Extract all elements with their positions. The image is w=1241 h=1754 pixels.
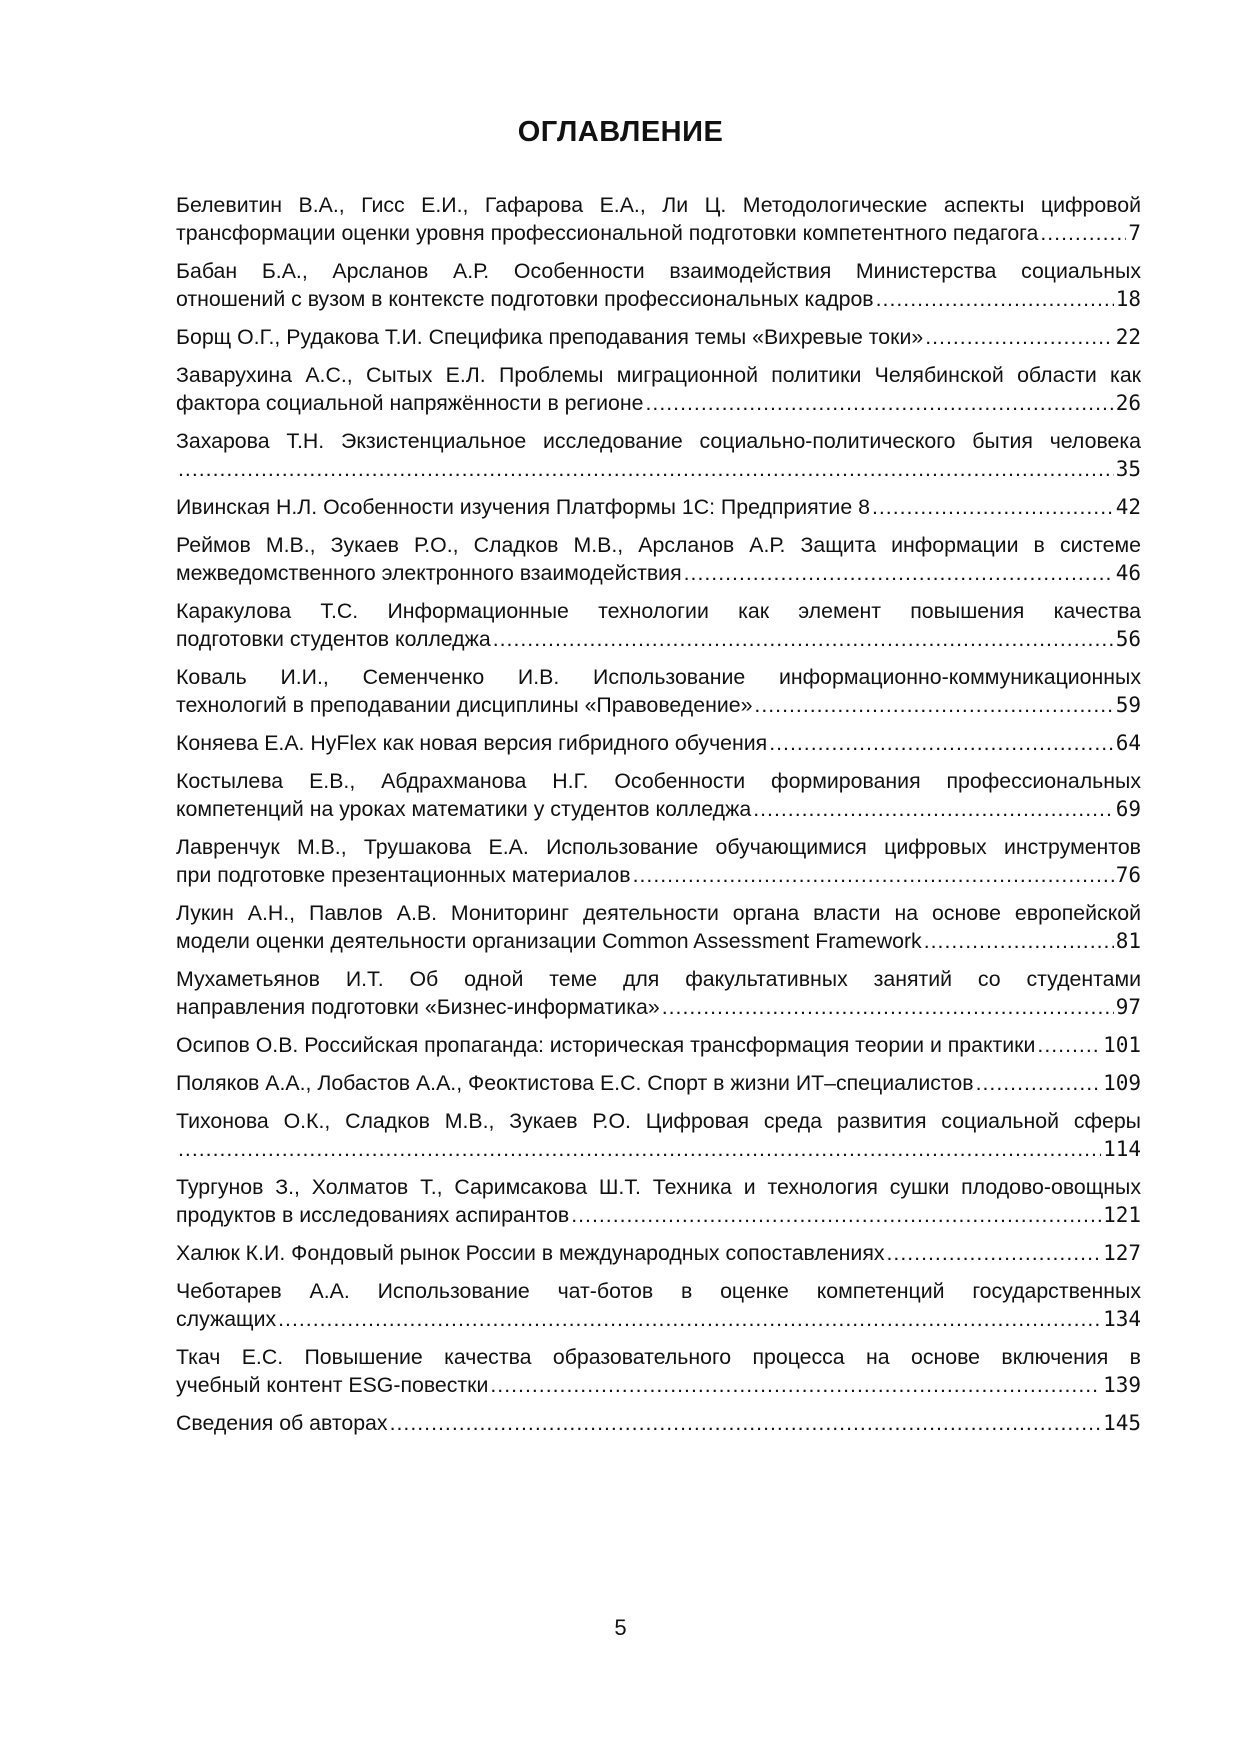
toc-entry[interactable]	[176, 767, 1141, 823]
toc-entry-last-line	[176, 729, 1141, 757]
toc-entry-last-line	[176, 493, 1141, 521]
toc-entry-text-end: компетенций на уроках математики у студентов колледжа	[176, 797, 752, 821]
toc-entry-last-line	[176, 795, 1141, 823]
toc-entry-text-end: служащих	[176, 1307, 277, 1331]
toc-page-number: 18	[1115, 287, 1141, 311]
toc-entry[interactable]	[176, 493, 1141, 521]
dot-leader	[178, 455, 1114, 483]
toc-entry[interactable]	[176, 257, 1141, 313]
toc-entry-last-line	[176, 1031, 1141, 1059]
page-number: 5	[614, 1615, 627, 1640]
toc-entry[interactable]	[176, 1031, 1141, 1059]
dot-leader	[925, 323, 1114, 351]
toc-entry-text-end: Сведения об авторах	[176, 1411, 388, 1435]
toc-entry-last-line	[176, 1201, 1141, 1229]
toc-entry-text-end: отношений с вузом в контексте подготовки профессиональных кадров	[176, 287, 874, 311]
toc-entry-last-line	[176, 927, 1141, 955]
toc-entry[interactable]	[176, 663, 1141, 719]
toc-page-number: 114	[1103, 1137, 1141, 1161]
toc-page-number: 46	[1115, 561, 1141, 585]
toc-page-number: 26	[1115, 391, 1141, 415]
toc-entry-last-line	[176, 1305, 1141, 1333]
toc-entry-text-end: фактора социальной напряжённости в регионе	[176, 391, 644, 415]
toc-entry-text: Костылева Е.В., Абдрахманова Н.Г. Особенности формирования профессиональных	[176, 769, 1141, 793]
dot-leader	[571, 1201, 1101, 1229]
toc-entry-text-end: технологий в преподавании дисциплины «Правоведение»	[176, 693, 753, 717]
dot-leader	[278, 1305, 1101, 1333]
dot-leader	[645, 389, 1113, 417]
dot-leader	[633, 861, 1114, 889]
table-of-contents	[176, 191, 1141, 1437]
toc-page-number: 145	[1103, 1411, 1141, 1435]
toc-entry-text: Бабан Б.А., Арсланов А.Р. Особенности взаимодействия Министерства социальных	[176, 259, 1141, 283]
toc-entry-text-end: при подготовке презентационных материалов	[176, 863, 631, 887]
toc-entry-last-line	[176, 455, 1141, 483]
dot-leader	[976, 1069, 1101, 1097]
toc-entry-text-end: межведомственного электронного взаимодействия	[176, 561, 682, 585]
toc-entry[interactable]	[176, 1107, 1141, 1163]
dot-leader	[1040, 219, 1126, 247]
toc-entry[interactable]	[176, 1277, 1141, 1333]
toc-entry-text-end: Борщ О.Г., Рудакова Т.И. Специфика преподавания темы «Вихревые токи»	[176, 325, 924, 349]
toc-entry-last-line	[176, 285, 1141, 313]
toc-page-number: 101	[1103, 1033, 1141, 1057]
toc-entry-last-line	[176, 219, 1141, 247]
dot-leader	[769, 729, 1113, 757]
toc-entry-text-end: Коняева Е.А. HyFlex как новая версия гибридного обучения	[176, 731, 768, 755]
toc-page-number: 121	[1103, 1203, 1141, 1227]
toc-page-number: 76	[1115, 863, 1141, 887]
dot-leader	[490, 1371, 1101, 1399]
dot-leader	[178, 1135, 1101, 1163]
toc-entry-text-end: направления подготовки «Бизнес-информатика»	[176, 995, 660, 1019]
toc-entry-last-line	[176, 1069, 1141, 1097]
toc-entry-text: Тургунов З., Холматов Т., Саримсакова Ш.Т. Техника и технология сушки плодово-овощных	[176, 1175, 1141, 1199]
toc-entry-text-end: трансформации оценки уровня профессиональной подготовки компетентного педагога	[176, 221, 1039, 245]
toc-entry-text-end: продуктов в исследованиях аспирантов	[176, 1203, 570, 1227]
toc-entry[interactable]	[176, 191, 1141, 247]
toc-entry-last-line	[176, 389, 1141, 417]
toc-entry-last-line	[176, 1371, 1141, 1399]
toc-page-number: 59	[1115, 693, 1141, 717]
toc-entry-last-line	[176, 1239, 1141, 1267]
toc-entry-text: Реймов М.В., Зукаев Р.О., Сладков М.В., Арсланов А.Р. Защита информации в системе	[176, 533, 1141, 557]
toc-entry-last-line	[176, 323, 1141, 351]
toc-page-number: 109	[1103, 1071, 1141, 1095]
toc-page-number: 35	[1115, 457, 1141, 481]
toc-page-number: 139	[1103, 1373, 1141, 1397]
toc-entry[interactable]	[176, 427, 1141, 483]
dot-leader	[493, 625, 1114, 653]
toc-entry-text-end: подготовки студентов колледжа	[176, 627, 491, 651]
toc-entry-text: Каракулова Т.С. Информационные технологии как элемент повышения качества	[176, 599, 1141, 623]
toc-page-number: 7	[1128, 221, 1141, 245]
dot-leader	[662, 993, 1114, 1021]
toc-entry-last-line	[176, 861, 1141, 889]
toc-entry[interactable]	[176, 361, 1141, 417]
toc-page-number: 56	[1115, 627, 1141, 651]
toc-entry-text-end: учебный контент ESG-повестки	[176, 1373, 489, 1397]
dot-leader	[924, 927, 1114, 955]
toc-page-number: 127	[1103, 1241, 1141, 1265]
toc-entry[interactable]	[176, 1343, 1141, 1399]
page-title: ОГЛАВЛЕНИЕ	[517, 116, 724, 148]
toc-entry-text-end: Ивинская Н.Л. Особенности изучения Платформы 1С: Предприятие 8	[176, 495, 870, 519]
dot-leader	[390, 1409, 1102, 1437]
toc-entry-text-end: Осипов О.В. Российская пропаганда: историческая трансформация теории и практики	[176, 1033, 1036, 1057]
toc-entry[interactable]	[176, 899, 1141, 955]
toc-entry-text: Лавренчук М.В., Трушакова Е.А. Использование обучающимися цифровых инструментов	[176, 835, 1141, 859]
toc-entry-last-line	[176, 993, 1141, 1021]
toc-entry-text: Ткач Е.С. Повышение качества образовательного процесса на основе включения в	[176, 1345, 1141, 1369]
toc-entry-text: Белевитин В.А., Гисс Е.И., Гафарова Е.А., Ли Ц. Методологические аспекты цифровой	[176, 193, 1141, 217]
toc-page-number: 69	[1115, 797, 1141, 821]
toc-page-number: 42	[1115, 495, 1141, 519]
toc-entry[interactable]	[176, 833, 1141, 889]
dot-leader	[684, 559, 1114, 587]
toc-entry[interactable]	[176, 597, 1141, 653]
toc-entry-text: Мухаметьянов И.Т. Об одной теме для факультативных занятий со студентами	[176, 967, 1141, 991]
toc-page-number: 81	[1115, 929, 1141, 953]
toc-entry[interactable]	[176, 965, 1141, 1021]
dot-leader	[753, 795, 1114, 823]
toc-entry[interactable]	[176, 1239, 1141, 1267]
toc-entry-text: Чеботарев А.А. Использование чат-ботов в оценке компетенций государственных	[176, 1279, 1141, 1303]
toc-entry[interactable]	[176, 1173, 1141, 1229]
toc-entry[interactable]	[176, 729, 1141, 757]
toc-entry-text: Захарова Т.Н. Экзистенциальное исследование социально-политического бытия человека	[176, 429, 1141, 453]
toc-entry[interactable]	[176, 1409, 1141, 1437]
toc-entry-last-line	[176, 1409, 1141, 1437]
toc-entry-last-line	[176, 691, 1141, 719]
toc-entry[interactable]	[176, 531, 1141, 587]
toc-entry-text-end: Халюк К.И. Фондовый рынок России в международных сопоставлениях	[176, 1241, 885, 1265]
dot-leader	[872, 493, 1114, 521]
toc-entry-text: Тихонова О.К., Сладков М.В., Зукаев Р.О. Цифровая среда развития социальной сферы	[176, 1109, 1141, 1133]
toc-entry-text-end: Поляков А.А., Лобастов А.А., Феоктистова Е.С. Спорт в жизни ИТ–специалистов	[176, 1071, 974, 1095]
toc-page-number: 22	[1115, 325, 1141, 349]
toc-page-number: 134	[1103, 1307, 1141, 1331]
toc-entry-text: Лукин А.Н., Павлов А.В. Мониторинг деятельности органа власти на основе европейской	[176, 901, 1141, 925]
toc-entry-text-end: модели оценки деятельности организации Common Assessment Framework	[176, 929, 922, 953]
toc-entry-last-line	[176, 625, 1141, 653]
toc-entry[interactable]	[176, 323, 1141, 351]
toc-page-number: 97	[1115, 995, 1141, 1019]
toc-entry-last-line	[176, 559, 1141, 587]
toc-page-number: 64	[1115, 731, 1141, 755]
dot-leader	[1037, 1031, 1101, 1059]
toc-entry-last-line	[176, 1135, 1141, 1163]
toc-entry[interactable]	[176, 1069, 1141, 1097]
dot-leader	[887, 1239, 1102, 1267]
dot-leader	[754, 691, 1113, 719]
toc-entry-text: Коваль И.И., Семенченко И.В. Использование информационно-коммуникационных	[176, 665, 1141, 689]
toc-entry-text: Заварухина А.С., Сытых Е.Л. Проблемы миграционной политики Челябинской области как	[176, 363, 1141, 387]
dot-leader	[876, 285, 1114, 313]
